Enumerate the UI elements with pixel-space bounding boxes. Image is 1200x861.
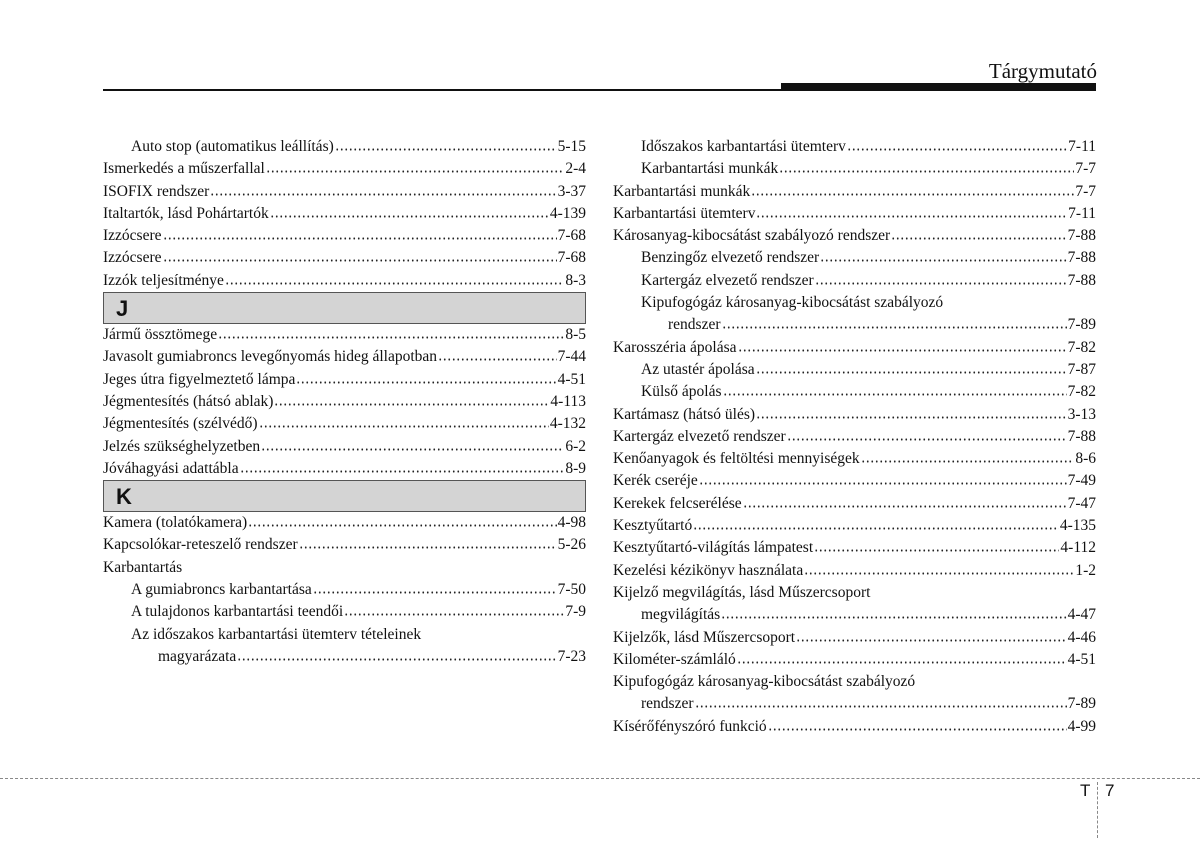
index-heading-entry: Kijelző megvilágítás, lásd Műszercsoport — [613, 583, 871, 601]
index-term: Jeges útra figyelmeztető lámpa — [103, 370, 296, 388]
index-term: Az utastér ápolása — [641, 360, 755, 378]
dot-leader — [693, 516, 1059, 530]
index-term: Kapcsolókar-reteszelő rendszer — [103, 536, 298, 554]
page-title: Tárgymutató — [988, 59, 1097, 83]
index-term: Kesztyűtartó-világítás lámpatest — [613, 539, 814, 557]
index-page-ref: 7-9 — [565, 603, 586, 621]
dot-leader — [266, 159, 565, 173]
index-entry — [103, 225, 586, 247]
index-page-ref: 2-4 — [565, 160, 586, 178]
index-entry — [613, 537, 1096, 559]
index-page-ref: 3-13 — [1067, 405, 1096, 423]
index-term: rendszer — [641, 695, 694, 713]
index-term: ISOFIX rendszer — [103, 182, 210, 200]
dot-leader — [737, 650, 1067, 664]
dot-leader — [847, 137, 1067, 151]
index-page-ref: 1-2 — [1075, 561, 1096, 579]
index-entry — [613, 693, 1096, 715]
index-term: Izzócsere — [103, 227, 162, 245]
index-entry — [103, 369, 586, 391]
dot-leader — [237, 647, 556, 661]
index-entry — [613, 426, 1096, 448]
dot-leader — [210, 182, 556, 196]
dot-leader — [891, 226, 1066, 240]
page-number: 7 — [1105, 781, 1115, 800]
index-entry — [613, 515, 1096, 537]
dot-leader — [723, 382, 1067, 396]
index-entry — [103, 534, 586, 556]
index-entry — [613, 649, 1096, 671]
index-entry — [613, 381, 1096, 403]
dot-leader — [721, 605, 1066, 619]
index-term: A gumiabroncs karbantartása — [131, 581, 312, 599]
dot-leader — [756, 405, 1067, 419]
dot-leader — [743, 494, 1067, 508]
index-entry — [103, 579, 586, 601]
dot-leader — [438, 347, 557, 361]
index-entry — [613, 247, 1096, 269]
index-term: magyarázata — [158, 647, 237, 665]
index-page-ref: 8-6 — [1075, 450, 1096, 468]
index-term: Ismerkedés a műszerfallal — [103, 160, 265, 178]
index-term: Külső ápolás — [641, 383, 722, 401]
index-page-ref: 7-11 — [1068, 138, 1096, 155]
index-term: Kísérőfényszóró funkció — [613, 717, 767, 735]
dot-leader — [248, 513, 556, 527]
index-page-ref: 7-88 — [1067, 427, 1096, 445]
index-entry — [613, 448, 1096, 470]
index-entry — [103, 413, 586, 435]
index-term: Kezelési kézikönyv használata — [613, 561, 804, 579]
index-page-ref: 7-89 — [1067, 316, 1096, 334]
dot-leader — [261, 437, 564, 451]
index-heading-entry: Kipufogógáz károsanyag-kibocsátást szabályozó — [613, 673, 916, 691]
index-page-ref: 7-82 — [1067, 338, 1096, 356]
index-entry — [613, 225, 1096, 247]
index-entry — [103, 203, 586, 225]
index-page-ref: 7-11 — [1068, 204, 1096, 222]
index-entry — [613, 203, 1096, 225]
index-entry — [613, 404, 1096, 426]
index-term: Izzók teljesítménye — [103, 271, 224, 289]
index-term: Karbantartási ütemterv — [613, 204, 756, 222]
index-entry — [613, 604, 1096, 626]
dot-leader — [796, 628, 1066, 642]
index-entry — [103, 181, 586, 203]
index-entry — [103, 601, 586, 623]
index-entry — [613, 314, 1096, 336]
index-entry — [103, 270, 586, 292]
dot-leader — [344, 602, 564, 616]
index-page-ref: 7-88 — [1067, 249, 1096, 267]
index-term: Karbantartási munkák — [641, 160, 779, 178]
index-page-ref: 7-44 — [557, 348, 586, 366]
index-page-ref: 8-9 — [565, 459, 586, 477]
index-term: Kartergáz elvezető rendszer — [641, 271, 814, 289]
dot-leader — [218, 325, 564, 339]
index-page-ref: 4-51 — [557, 370, 586, 388]
index-entry — [613, 560, 1096, 582]
index-entry — [613, 181, 1096, 203]
index-term: Karosszéria ápolása — [613, 338, 737, 356]
index-term: Javasolt gumiabroncs levegőnyomás hideg állapotban — [103, 348, 438, 366]
index-entry — [103, 324, 586, 346]
index-term: Kijelzők, lásd Műszercsoport — [613, 628, 796, 646]
index-term: Auto stop (automatikus leállítás) — [131, 138, 334, 155]
index-page-ref: 7-23 — [557, 647, 586, 665]
index-entry — [613, 627, 1096, 649]
header-thin-rule — [103, 89, 1095, 91]
dot-leader — [820, 248, 1066, 262]
index-entry — [613, 716, 1096, 738]
index-entry — [613, 136, 1096, 158]
index-page-ref: 4-135 — [1059, 517, 1096, 535]
index-term: Izzócsere — [103, 249, 162, 267]
dot-leader — [335, 137, 557, 151]
index-term: rendszer — [668, 316, 721, 334]
index-heading-entry: Karbantartás — [103, 558, 183, 576]
index-page-ref: 7-89 — [1067, 695, 1096, 713]
dot-leader — [240, 459, 565, 473]
dot-leader — [804, 561, 1074, 575]
index-entry — [613, 493, 1096, 515]
index-term: Jelzés szükséghelyzetben — [103, 437, 261, 455]
index-entry — [103, 458, 586, 480]
index-page-ref: 7-7 — [1075, 160, 1096, 178]
index-term: Károsanyag-kibocsátást szabályozó rendszer — [613, 227, 891, 245]
index-page-ref: 5-15 — [557, 138, 586, 155]
index-term: Jégmentesítés (hátsó ablak) — [103, 392, 274, 410]
index-page-ref: 8-3 — [565, 271, 586, 289]
index-page-ref: 4-51 — [1067, 650, 1096, 668]
index-page-ref: 7-68 — [557, 249, 586, 267]
index-heading-entry: Kipufogógáz károsanyag-kibocsátást szabályozó — [641, 294, 944, 312]
index-term: Jóváhagyási adattábla — [103, 459, 239, 477]
section-letter-heading: K — [103, 480, 586, 512]
dot-leader — [779, 159, 1074, 173]
index-page-ref: 7-82 — [1067, 383, 1096, 401]
index-page-ref: 4-113 — [550, 392, 586, 410]
dot-leader — [699, 471, 1067, 485]
index-page-ref: 7-7 — [1075, 182, 1096, 200]
dot-leader — [299, 535, 557, 549]
index-entry — [613, 158, 1096, 180]
index-term: Kartergáz elvezető rendszer — [613, 427, 786, 445]
index-column-right — [613, 136, 1096, 738]
index-page-ref: 4-99 — [1067, 717, 1096, 735]
index-page-ref: 7-68 — [557, 227, 586, 245]
dot-leader — [270, 204, 549, 218]
index-entry — [613, 270, 1096, 292]
dot-leader — [695, 694, 1067, 708]
index-page-ref: 4-139 — [549, 204, 586, 222]
footer-dashed-rule — [0, 778, 1200, 779]
index-term: Időszakos karbantartási ütemterv — [641, 138, 846, 155]
index-heading-entry: Az időszakos karbantartási ütemterv tételeinek — [131, 625, 422, 643]
index-page-ref: 5-26 — [557, 536, 586, 554]
index-term: Kartámasz (hátsó ülés) — [613, 405, 756, 423]
dot-leader — [163, 226, 557, 240]
index-entry — [103, 346, 586, 368]
index-column-left — [103, 136, 586, 668]
dot-leader — [296, 370, 556, 384]
dot-leader — [861, 449, 1075, 463]
index-term: Kenőanyagok és feltöltési mennyiségek — [613, 450, 860, 468]
index-page-ref: 4-46 — [1067, 628, 1096, 646]
dot-leader — [815, 271, 1067, 285]
index-term: Kilométer-számláló — [613, 650, 736, 668]
index-term: megvilágítás — [641, 606, 721, 624]
dot-leader — [756, 360, 1067, 374]
footer-dashed-divider — [1097, 782, 1098, 838]
index-entry — [103, 512, 586, 534]
dot-leader — [738, 338, 1067, 352]
dot-leader — [722, 315, 1067, 329]
index-entry — [103, 646, 586, 668]
dot-leader — [225, 271, 564, 285]
index-term: Kerék cseréje — [613, 472, 698, 490]
index-page-ref: 4-47 — [1067, 606, 1096, 624]
index-entry — [613, 470, 1096, 492]
section-label: T — [1080, 781, 1091, 800]
dot-leader — [313, 580, 557, 594]
index-term: Jármű össztömege — [103, 326, 218, 344]
index-entry — [103, 136, 586, 158]
index-term: Benzingőz elvezető rendszer — [641, 249, 820, 267]
index-entry — [613, 359, 1096, 381]
index-page-ref: 3-37 — [557, 182, 586, 200]
index-page-ref: 4-132 — [549, 415, 586, 433]
index-page-ref: 7-49 — [1067, 472, 1096, 490]
index-term: Kamera (tolatókamera) — [103, 514, 248, 532]
index-term: Kesztyűtartó — [613, 517, 693, 535]
index-entry — [103, 391, 586, 413]
dot-leader — [163, 248, 557, 262]
index-page-ref: 8-5 — [565, 326, 586, 344]
index-page-ref: 7-50 — [557, 581, 586, 599]
index-page-ref: 7-88 — [1067, 227, 1096, 245]
index-page-ref: 4-112 — [1060, 539, 1096, 557]
index-term: Kerekek felcserélése — [613, 494, 742, 512]
index-entry — [103, 158, 586, 180]
index-entry — [103, 436, 586, 458]
index-term: A tulajdonos karbantartási teendői — [131, 603, 344, 621]
index-entry — [613, 337, 1096, 359]
index-page-ref: 7-47 — [1067, 494, 1096, 512]
index-term: Jégmentesítés (szélvédő) — [103, 415, 258, 433]
section-letter-heading: J — [103, 292, 586, 324]
dot-leader — [814, 538, 1059, 552]
dot-leader — [756, 204, 1067, 218]
index-term: Italtartók, lásd Pohártartók — [103, 204, 269, 222]
dot-leader — [259, 414, 549, 428]
index-entry — [103, 247, 586, 269]
dot-leader — [751, 182, 1074, 196]
index-page-ref: 4-98 — [557, 514, 586, 532]
index-term: Karbantartási munkák — [613, 182, 751, 200]
dot-leader — [274, 392, 549, 406]
index-page-ref: 6-2 — [565, 437, 586, 455]
index-page-ref: 7-88 — [1067, 271, 1096, 289]
dot-leader — [768, 717, 1067, 731]
dot-leader — [787, 427, 1067, 441]
index-page-ref: 7-87 — [1067, 360, 1096, 378]
